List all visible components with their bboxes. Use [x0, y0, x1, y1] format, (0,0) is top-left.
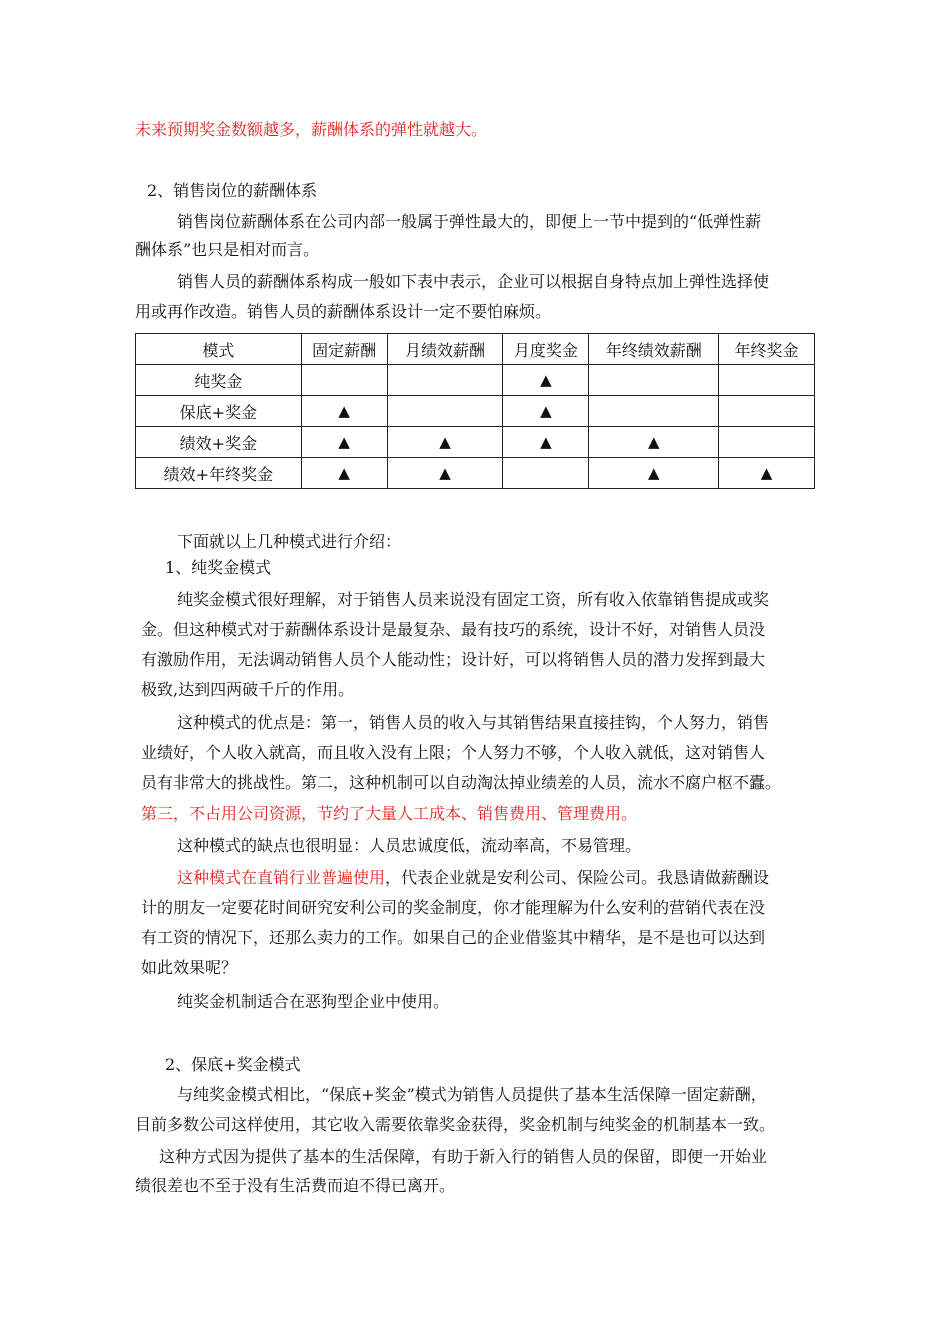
- paragraph-line: 用或再作改造。销售人员的薪酬体系设计一定不要怕麻烦。: [135, 302, 552, 321]
- paragraph-line: 目前多数公司这样使用，其它收入需要依靠奖金获得，奖金机制与纯奖金的机制基本一致。: [135, 1115, 776, 1134]
- salary-structure-table: [135, 333, 815, 489]
- section-heading-mode1: 1、纯奖金模式: [165, 558, 272, 577]
- table-cell: [301, 365, 387, 396]
- table-cell-mode: 保底+奖金: [136, 396, 302, 427]
- paragraph-line: 计的朋友一定要花时间研究安利公司的奖金制度，你才能理解为什么安利的营销代表在没: [141, 898, 766, 917]
- paragraph-line: 有工资的情况下，还那么卖力的工作。如果自己的企业借鉴其中精华，是不是也可以达到: [141, 928, 766, 947]
- table-cell-mode: 绩效+奖金: [136, 427, 302, 458]
- table-row: [136, 365, 815, 396]
- table-cell: ▲: [589, 427, 719, 458]
- paragraph-line: 纯奖金机制适合在恶狗型企业中使用。: [177, 992, 450, 1011]
- paragraph-line: 员有非常大的挑战性。第二，这种机制可以自动淘汰掉业绩差的人员，流水不腐户枢不蠹。: [141, 773, 782, 792]
- highlight-red: 这种模式在直销行业普遍使用: [177, 868, 386, 887]
- table-cell: [719, 427, 815, 458]
- table-header-cell: 固定薪酬: [301, 334, 387, 365]
- table-row: [136, 396, 815, 427]
- table-row: [136, 427, 815, 458]
- table-header-cell: 月度奖金: [503, 334, 589, 365]
- paragraph-line: 如此效果呢？: [141, 958, 238, 977]
- table-header-cell: 月绩效薪酬: [387, 334, 503, 365]
- table-row: [136, 458, 815, 489]
- paragraph-line: [177, 868, 769, 888]
- paragraph-line: 金。但这种模式对于薪酬体系设计是最复杂、最有技巧的系统，设计不好，对销售人员没: [141, 620, 766, 639]
- table-cell: ▲: [503, 427, 589, 458]
- table-header-cell: 模式: [136, 334, 302, 365]
- table-header-cell: 年终奖金: [719, 334, 815, 365]
- table-header-cell: 年终绩效薪酬: [589, 334, 719, 365]
- table-cell: [503, 458, 589, 489]
- paragraph-line: 酬体系”也只是相对而言。: [135, 240, 320, 259]
- paragraph-line: 销售人员的薪酬体系构成一般如下表中表示，企业可以根据自身特点加上弹性选择使: [177, 272, 770, 291]
- paragraph-line: 这种模式的缺点也很明显：人员忠诚度低，流动率高，不易管理。: [177, 836, 642, 855]
- paragraph-line: 纯奖金模式很好理解，对于销售人员来说没有固定工资，所有收入依靠销售提成或奖: [177, 590, 770, 609]
- paragraph-line: 下面就以上几种模式进行介绍：: [177, 532, 402, 551]
- section-heading-mode2: 2、保底+奖金模式: [165, 1055, 301, 1074]
- paragraph-line: 销售岗位薪酬体系在公司内部一般属于弹性最大的，即便上一节中提到的“低弹性薪: [177, 212, 762, 231]
- table-cell: [719, 396, 815, 427]
- paragraph-text: ，代表企业就是安利公司、保险公司。我恳请做薪酬设: [385, 868, 770, 887]
- paragraph-line: 业绩好，个人收入就高，而且收入没有上限；个人努力不够，个人收入就低，这对销售人: [141, 743, 766, 762]
- table-cell-mode: 纯奖金: [136, 365, 302, 396]
- paragraph-line: 绩很差也不至于没有生活费而迫不得已离开。: [135, 1176, 456, 1195]
- paragraph-line: 与纯奖金模式相比，“保底+奖金”模式为销售人员提供了基本生活保障一固定薪酬，: [177, 1085, 767, 1104]
- paragraph-line: 极致,达到四两破千斤的作用。: [141, 680, 355, 699]
- intro-red-sentence: 未来预期奖金数额越多，薪酬体系的弹性就越大。: [135, 120, 488, 139]
- table-cell: [387, 365, 503, 396]
- section-heading-sales: 2、销售岗位的薪酬体系: [147, 181, 318, 200]
- paragraph-line: 这种方式因为提供了基本的生活保障，有助于新入行的销售人员的保留，即便一开始业: [159, 1147, 768, 1166]
- table-cell: [719, 365, 815, 396]
- table-cell: [387, 396, 503, 427]
- paragraph-line: 这种模式的优点是：第一，销售人员的收入与其销售结果直接挂钩，个人努力，销售: [177, 713, 770, 732]
- table-cell: ▲: [503, 396, 589, 427]
- table-cell: ▲: [301, 427, 387, 458]
- table-header-row: [136, 334, 815, 365]
- table-cell: [589, 365, 719, 396]
- table-cell: ▲: [387, 427, 503, 458]
- paragraph-line: 有激励作用，无法调动销售人员个人能动性；设计好，可以将销售人员的潜力发挥到最大: [141, 650, 766, 669]
- table-cell: ▲: [301, 396, 387, 427]
- table-cell: ▲: [387, 458, 503, 489]
- table-cell: [589, 396, 719, 427]
- table-cell: ▲: [301, 458, 387, 489]
- paragraph-line-red: 第三，不占用公司资源，节约了大量人工成本、销售费用、管理费用。: [141, 804, 638, 823]
- table-cell: ▲: [589, 458, 719, 489]
- table-cell-mode: 绩效+年终奖金: [136, 458, 302, 489]
- table-cell: ▲: [719, 458, 815, 489]
- table-cell: ▲: [503, 365, 589, 396]
